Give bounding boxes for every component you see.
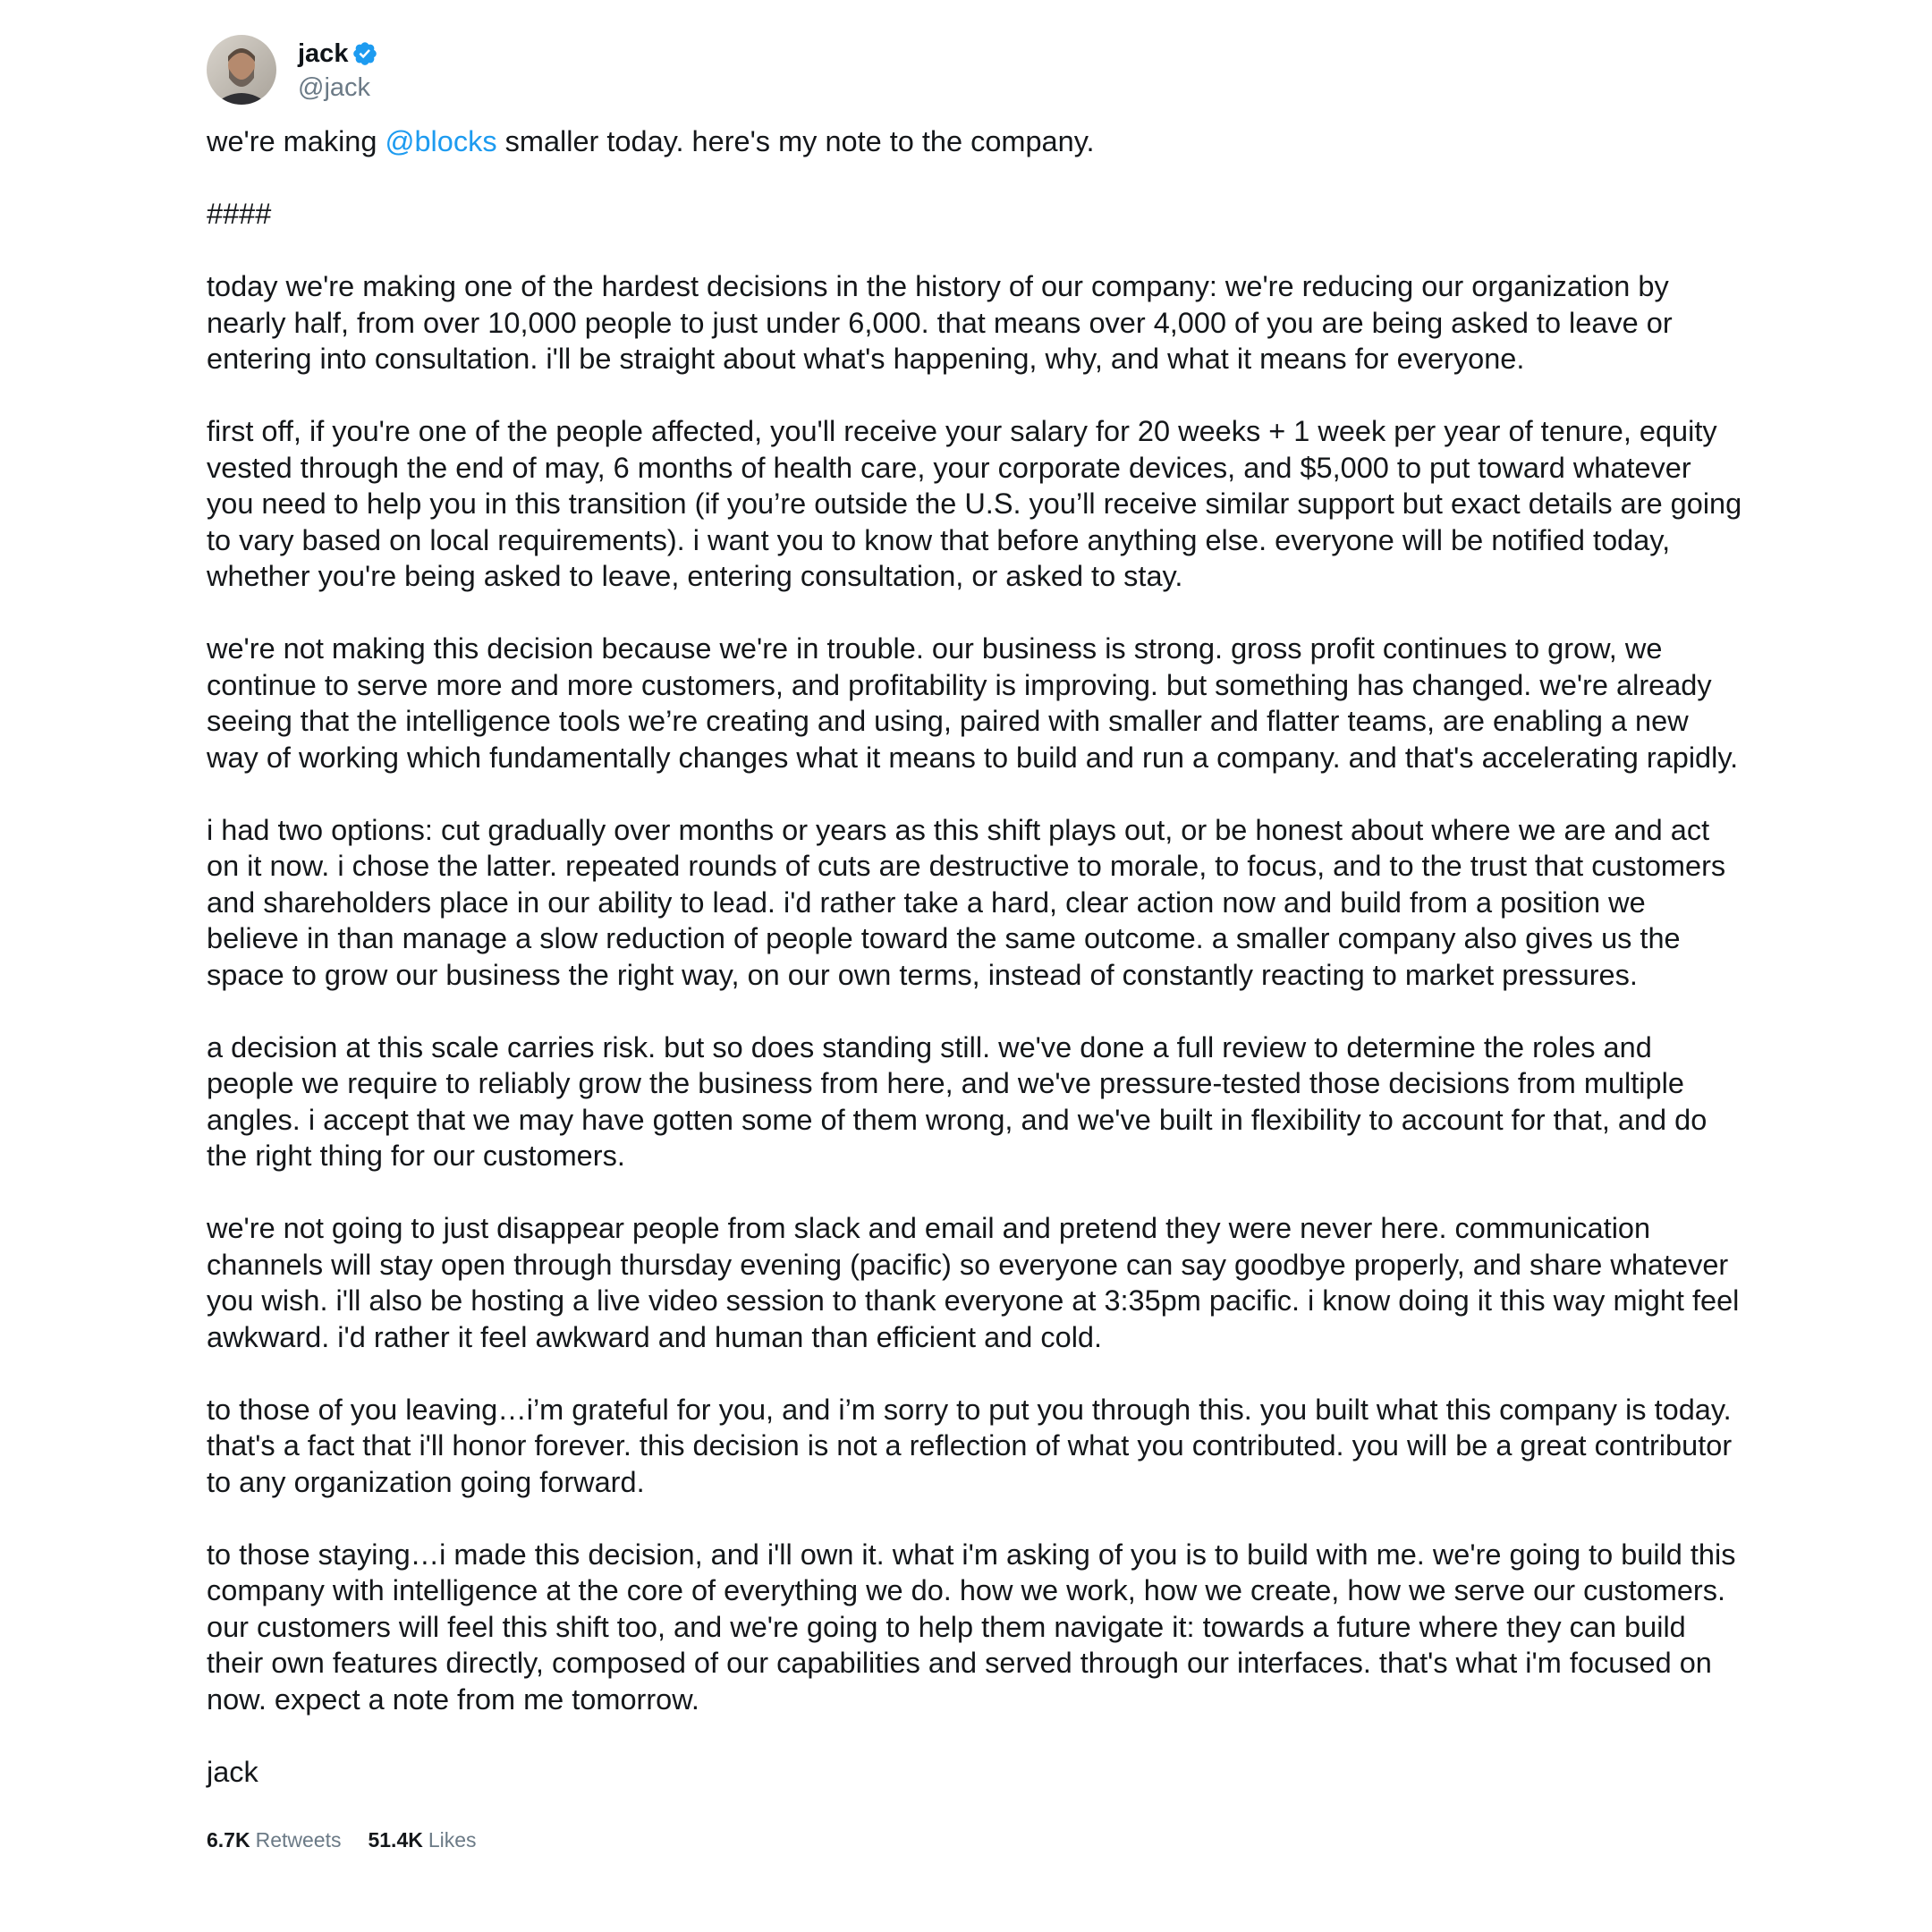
likes-count: 51.4K (368, 1827, 423, 1852)
avatar-image (207, 35, 276, 105)
tweet-body (207, 123, 1745, 1790)
likes-label: Likes (428, 1827, 477, 1852)
likes-stat[interactable] (368, 1826, 476, 1853)
signoff-text: jack (207, 1755, 258, 1788)
retweets-count: 6.7K (207, 1827, 250, 1852)
tweet-paragraph: first off, if you're one of the people affected, you'll receive your salary for 20 weeks + 1 week per year of tenure, equity vested through the end of may, 6 months of health care, your corporate devices, and $5,000 to put toward whatever you need to help you in this transition (if you’re outside the U.S. you’ll receive similar support but exact details are going to vary based on local requirements). i want you to know that before anything else. everyone will be notified today, whether you're being asked to leave, entering consultation, or asked to stay. (207, 415, 1742, 592)
avatar[interactable] (207, 35, 276, 105)
author-handle[interactable]: @jack (298, 73, 371, 102)
author-identity (298, 36, 378, 104)
separator-text: #### (207, 198, 272, 230)
intro-text: smaller today. here's my note to the company. (496, 125, 1095, 157)
author-name[interactable]: jack (298, 39, 349, 68)
tweet-paragraph: we're not making this decision because we're in trouble. our business is strong. gross profit continues to grow, we continue to serve more and more customers, and profitability is improving. but something has changed. we're already seeing that the intelligence tools we’re creating and using, paired with smaller and flatter teams, are enabling a new way of working which fundamentally changes what it means to build and run a company. and that's accelerating rapidly. (207, 632, 1739, 774)
retweets-stat[interactable] (207, 1826, 341, 1853)
verified-badge-icon (352, 40, 378, 67)
tweet-paragraph: to those of you leaving…i’m grateful for you, and i’m sorry to put you through this. you built what this company is today. that's a fact that i'll honor forever. this decision is not a reflection of what you contributed. you will be a great contributor to any organization going forward. (207, 1393, 1733, 1498)
tweet-header (207, 34, 1745, 106)
tweet-paragraph: we're not going to just disappear people from slack and email and pretend they were never here. communication channels will stay open through thursday evening (pacific) so everyone can say goodbye properly, and share whatever you wish. i'll also be hosting a live video session to thank everyone at 3:35pm pacific. i know doing it this way might feel awkward. i'd rather it feel awkward and human than efficient and cold. (207, 1212, 1740, 1353)
tweet-stats (207, 1826, 1745, 1853)
tweet-paragraph: i had two options: cut gradually over months or years as this shift plays out, or be honest about where we are and act on it now. i chose the latter. repeated rounds of cuts are destructive to morale, to focus, and to the trust that customers and shareholders place in our ability to lead. i'd rather take a hard, clear action now and build from a position we believe in than manage a slow reduction of people toward the same outcome. a smaller company also gives us the space to grow our business the right way, on our own terms, instead of constantly reacting to market pressures. (207, 813, 1726, 991)
intro-text: we're making (207, 125, 386, 157)
tweet-intro (207, 123, 1745, 160)
mention-link[interactable]: @blocks (385, 125, 497, 157)
tweet-paragraph: a decision at this scale carries risk. but so does standing still. we've done a full review to determine the roles and people we require to reliably grow the business from here, and we've pressure-tested those decisions from multiple angles. i accept that we may have gotten some of them wrong, and we've built in flexibility to account for that, and do the right thing for our customers. (207, 1030, 1707, 1172)
retweets-label: Retweets (255, 1827, 342, 1852)
tweet-paragraph: to those staying…i made this decision, and i'll own it. what i'm asking of you is to build with me. we're going to build this company with intelligence at the core of everything we do. how we work, how we create, how we serve our customers. our customers will feel this shift too, and we're going to help them navigate it: towards a future where they can build their own features directly, composed of our capabilities and served through our interfaces. that's what i'm focused on now. expect a note from me tomorrow. (207, 1538, 1736, 1716)
tweet-card (207, 34, 1745, 1853)
tweet-paragraph: today we're making one of the hardest decisions in the history of our company: we're reducing our organization by nearly half, from over 10,000 people to just under 6,000. that means over 4,000 of you are being asked to leave or entering into consultation. i'll be straight about what's happening, why, and what it means for everyone. (207, 270, 1673, 375)
